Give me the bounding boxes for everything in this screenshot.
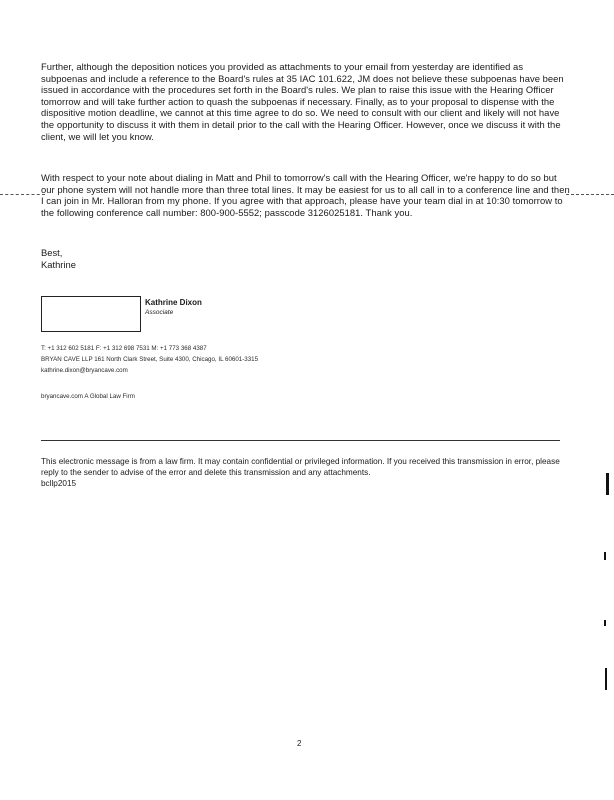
disclaimer-text: This electronic message is from a law firm. It may contain confidential or privileged information. If you received this transmission in error, please reply to the sender to advise of the error and delete this transmission and any attachments. <box>41 457 560 477</box>
page-number: 2 <box>297 739 302 748</box>
email-closing <box>41 247 76 270</box>
disclaimer-code: bcllp2015 <box>41 479 77 488</box>
signature-email: kathrine.dixon@bryancave.com <box>41 367 128 374</box>
disclaimer-notice <box>41 456 571 489</box>
scan-margin-mark-left <box>0 194 45 195</box>
scan-edge-mark <box>604 620 606 626</box>
disclaimer-divider <box>41 440 560 441</box>
signature-address: BRYAN CAVE LLP 161 North Clark Street, Suite 4300, Chicago, IL 60601-3315 <box>41 356 259 363</box>
signature-title: Associate <box>145 309 174 316</box>
email-paragraph-deposition: Further, although the deposition notices you provided as attachments to your email from yesterday are identified as subpoenas and include a reference to the Board's rules at 35 IAC 101.622, JM does not believe these subpoenas have been issued in accordance with the procedures set forth in the Board's rules. We plan to raise this issue with the Hearing Officer tomorrow and will take further action to quash the subpoenas if necessary. Finally, as to your proposal to dispense with the dispositive motion deadline, we cannot at this time agree to do so. We need to consult with our client and likely will not have the opportunity to discuss it with them in detail prior to the call with the Hearing Officer. However, once we discuss it with the client, we will let you know. <box>41 61 564 142</box>
signature-logo-box <box>41 296 141 332</box>
scan-margin-mark-right <box>566 194 614 195</box>
signature-website: bryancave.com A Global Law Firm <box>41 393 135 400</box>
email-paragraph-conference-call: With respect to your note about dialing in Matt and Phil to tomorrow's call with the Hearing Officer, we're happy to do so but our phone system will not handle more than three total lines. It may be easiest for us to all call in to a conference line and then I can join in Mr. Halloran from my phone. If you agree with that approach, please have your team dial in at 10:30 tomorrow to the following conference call number: 800-900-5552; passcode 3126025181. Thank you. <box>41 172 570 218</box>
scan-edge-mark <box>604 552 606 560</box>
closing-salutation: Best, <box>41 247 63 258</box>
scan-edge-mark <box>606 473 609 495</box>
closing-name: Kathrine <box>41 258 76 270</box>
signature-phones: T: +1 312 602 5181 F: +1 312 698 7531 M: +1 773 368 4387 <box>41 345 207 352</box>
signature-name: Kathrine Dixon <box>145 298 202 307</box>
scan-edge-mark <box>605 668 607 690</box>
